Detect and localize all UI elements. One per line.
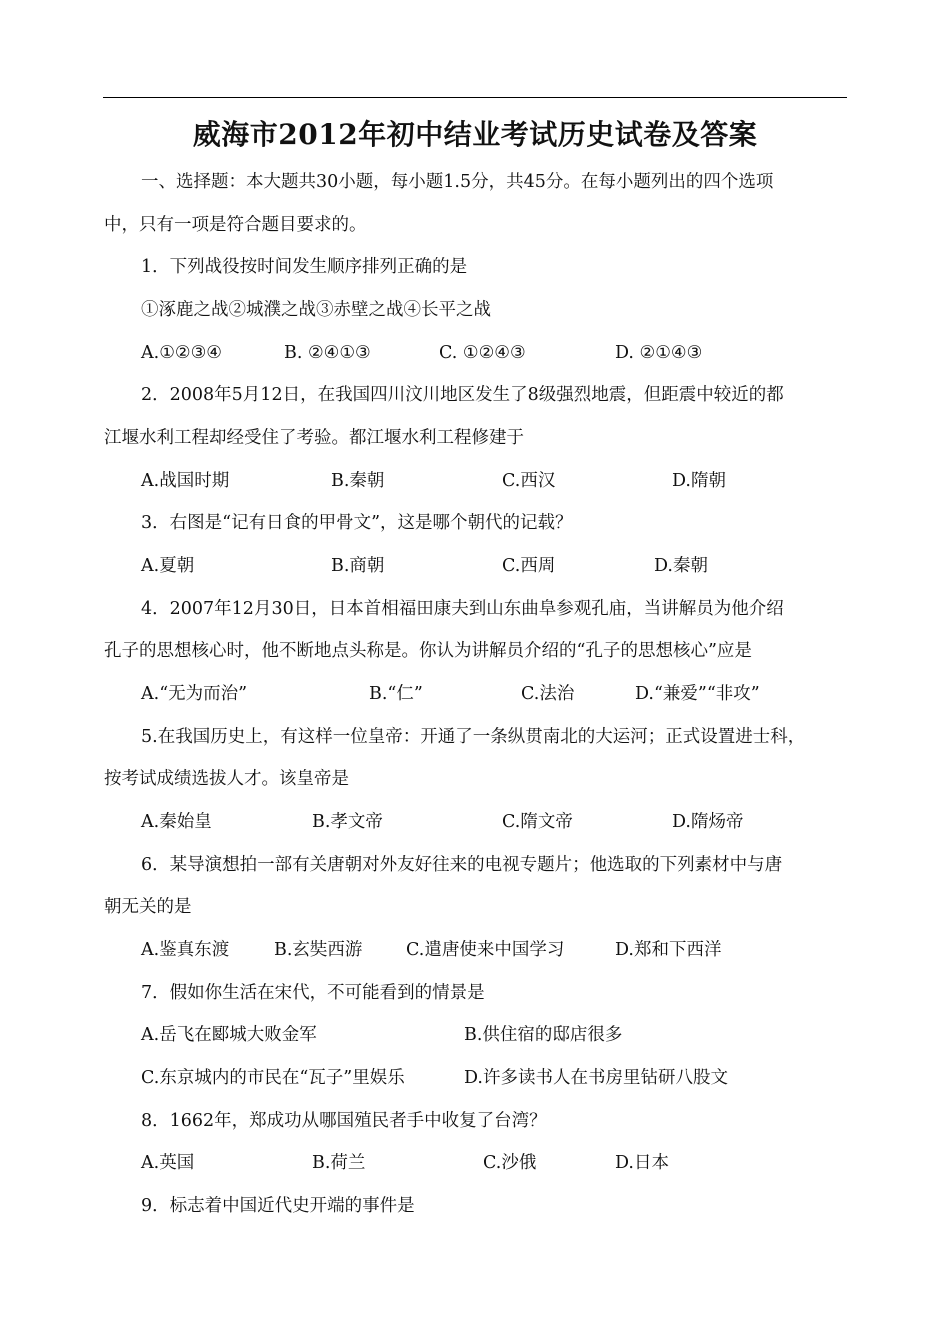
q3-option-c: C.西周 bbox=[502, 556, 556, 576]
q8-option-b: B.荷兰 bbox=[312, 1153, 366, 1173]
q4-option-c: C.法治 bbox=[521, 684, 575, 704]
q8-stem-line-1: 8．1662年，郑成功从哪国殖民者手中收复了台湾？ bbox=[141, 1111, 547, 1131]
q1-option-c: C. ①②④③ bbox=[439, 343, 526, 363]
q5-option-b: B.孝文帝 bbox=[312, 812, 383, 832]
q5-option-c: C.隋文帝 bbox=[502, 812, 573, 832]
q3-stem-line-1: 3．右图是“记有日食的甲骨文”，这是哪个朝代的记载？ bbox=[141, 513, 573, 533]
q2-option-d: D.隋朝 bbox=[672, 471, 726, 491]
page-title: 威海市2012年初中结业考试历史试卷及答案 bbox=[192, 118, 758, 151]
q4-option-d: D.“兼爱”“非攻” bbox=[635, 684, 760, 704]
q6-option-b: B.玄奘西游 bbox=[274, 940, 363, 960]
q7-option-b: B.供住宿的邸店很多 bbox=[464, 1025, 623, 1045]
q7-stem-line-1: 7．假如你生活在宋代，不可能看到的情景是 bbox=[141, 983, 485, 1003]
q1-stem-line-2: ①涿鹿之战②城濮之战③赤壁之战④长平之战 bbox=[141, 300, 491, 320]
q3-option-a: A.夏朝 bbox=[141, 556, 195, 576]
q3-option-d: D.秦朝 bbox=[654, 556, 708, 576]
q4-stem-line-2: 孔子的思想核心时，他不断地点头称是。你认为讲解员介绍的“孔子的思想核心”应是 bbox=[104, 641, 752, 661]
q7-option-a: A.岳飞在郾城大败金军 bbox=[141, 1025, 317, 1045]
q3-option-b: B.商朝 bbox=[331, 556, 385, 576]
section-intro-line-1: 一、选择题：本大题共30小题，每小题1.5分，共45分。在每小题列出的四个选项 bbox=[141, 172, 774, 192]
q4-option-a: A.“无为而治” bbox=[141, 684, 248, 704]
q6-option-c: C.遣唐使来中国学习 bbox=[406, 940, 565, 960]
q2-option-b: B.秦朝 bbox=[331, 471, 385, 491]
q5-option-a: A.秦始皇 bbox=[141, 812, 212, 832]
section-intro-line-2: 中，只有一项是符合题目要求的。 bbox=[104, 215, 367, 235]
q5-option-d: D.隋炀帝 bbox=[672, 812, 744, 832]
header-rule bbox=[103, 97, 847, 98]
q1-stem-line-1: 1．下列战役按时间发生顺序排列正确的是 bbox=[141, 257, 468, 277]
q8-option-c: C.沙俄 bbox=[483, 1153, 537, 1173]
q8-option-a: A.英国 bbox=[141, 1153, 195, 1173]
q1-option-a: A.①②③④ bbox=[141, 343, 222, 363]
q1-option-b: B. ②④①③ bbox=[284, 343, 371, 363]
q8-option-d: D.日本 bbox=[615, 1153, 669, 1173]
q6-stem-line-2: 朝无关的是 bbox=[104, 897, 192, 917]
q2-option-c: C.西汉 bbox=[502, 471, 556, 491]
q2-option-a: A.战国时期 bbox=[141, 471, 230, 491]
q5-stem-line-1: 5.在我国历史上，有这样一位皇帝：开通了一条纵贯南北的大运河；正式设置进士科， bbox=[141, 727, 806, 747]
q4-stem-line-1: 4．2007年12月30日，日本首相福田康夫到山东曲阜参观孔庙，当讲解员为他介绍 bbox=[141, 599, 784, 619]
q6-option-d: D.郑和下西洋 bbox=[615, 940, 722, 960]
q6-stem-line-1: 6．某导演想拍一部有关唐朝对外友好往来的电视专题片；他选取的下列素材中与唐 bbox=[141, 855, 783, 875]
q2-stem-line-2: 江堰水利工程却经受住了考验。都江堰水利工程修建于 bbox=[104, 428, 524, 448]
q9-stem-line-1: 9．标志着中国近代史开端的事件是 bbox=[141, 1196, 415, 1216]
q4-option-b: B.“仁” bbox=[369, 684, 423, 704]
q6-option-a: A.鉴真东渡 bbox=[141, 940, 230, 960]
q7-option-c: C.东京城内的市民在“瓦子”里娱乐 bbox=[141, 1068, 405, 1088]
q7-option-d: D.许多读书人在书房里钻研八股文 bbox=[464, 1068, 728, 1088]
q1-option-d: D. ②①④③ bbox=[615, 343, 703, 363]
q2-stem-line-1: 2．2008年5月12日，在我国四川汶川地区发生了8级强烈地震，但距震中较近的都 bbox=[141, 385, 784, 405]
q5-stem-line-2: 按考试成绩选拔人才。该皇帝是 bbox=[104, 769, 349, 789]
